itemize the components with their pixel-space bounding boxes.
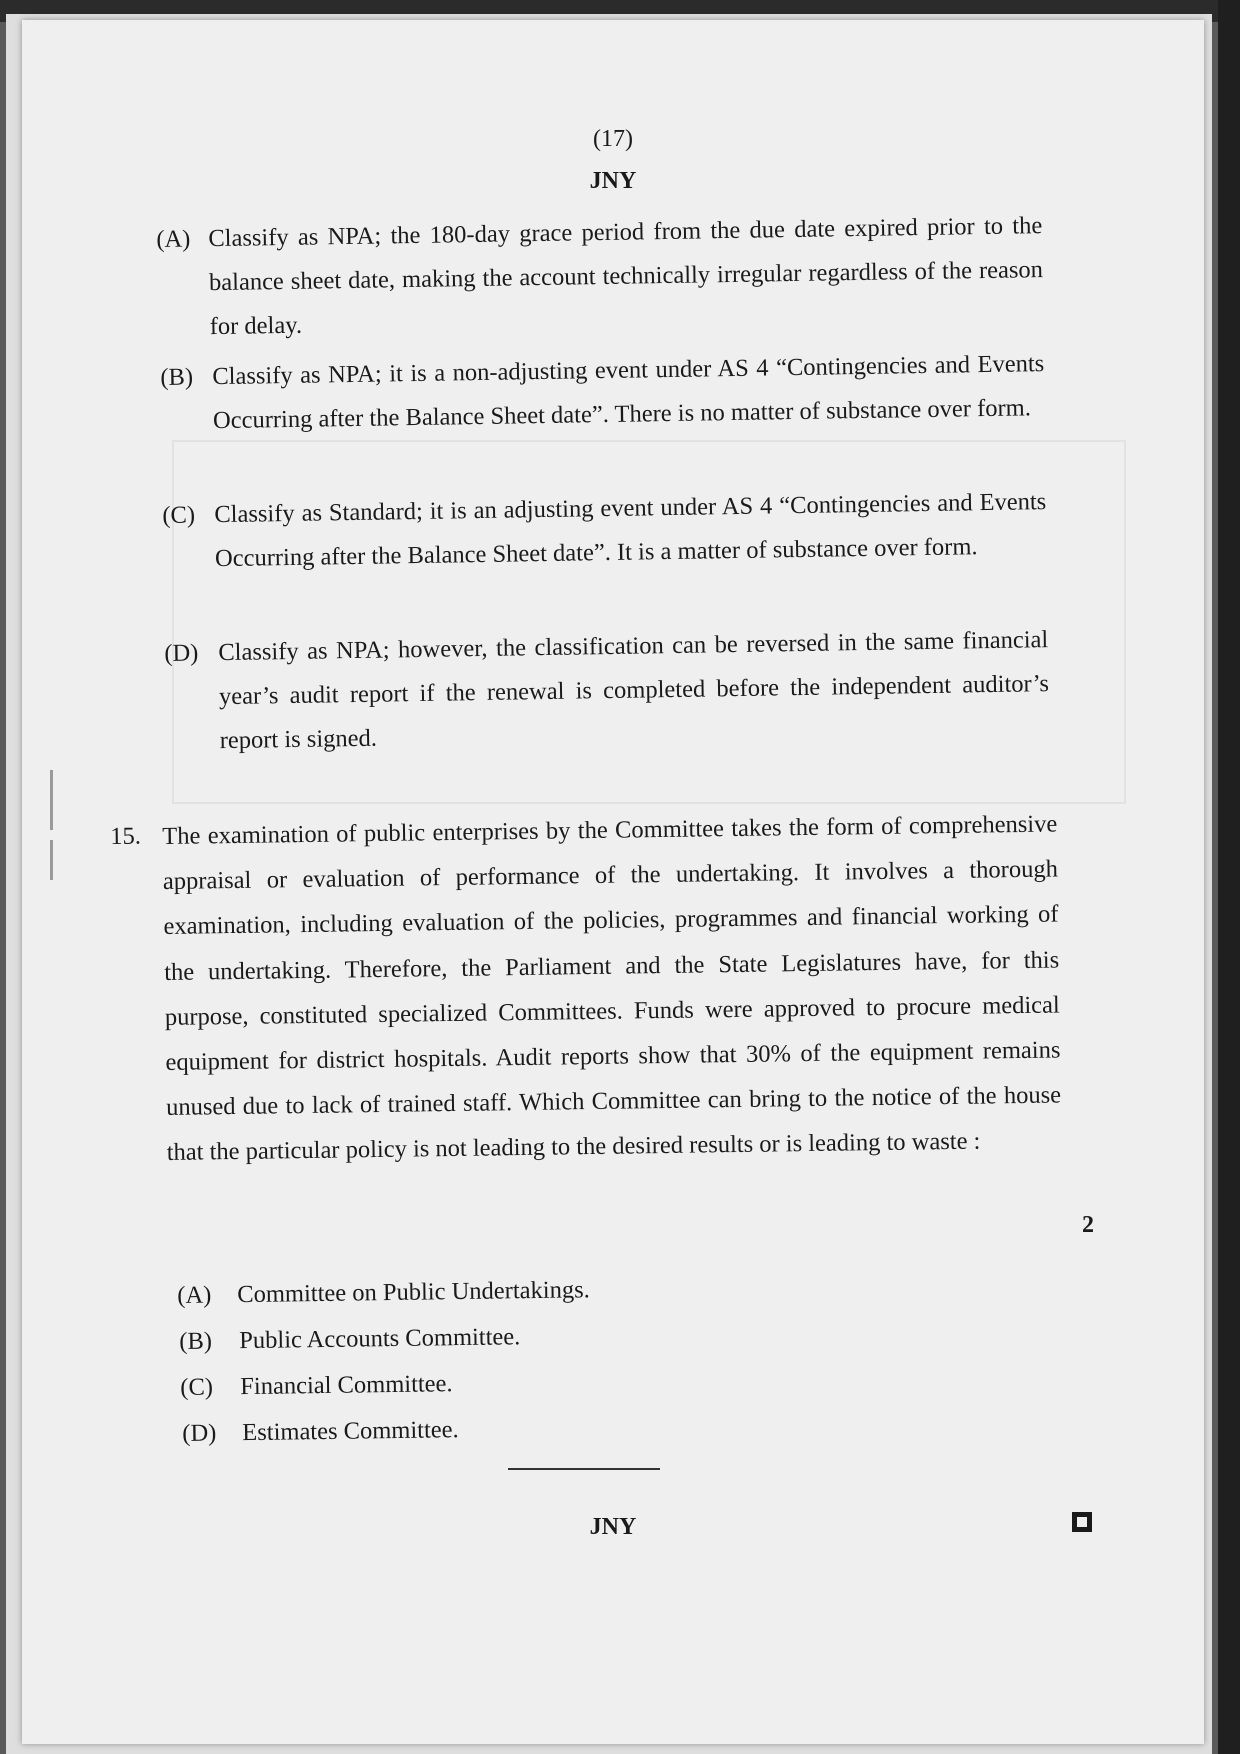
- option-label: (A): [177, 1281, 212, 1309]
- question-marks: 2: [1082, 1212, 1094, 1238]
- page-number: (17): [593, 126, 633, 152]
- scan-mark: [50, 840, 53, 880]
- option-text: Estimates Committee.: [242, 1416, 459, 1447]
- scan-mark: [50, 770, 53, 830]
- option-label: (D): [182, 1419, 217, 1447]
- square-marker-icon: [1072, 1512, 1092, 1532]
- option-text: Classify as NPA; however, the classification can be reversed in the same financial year’s audit report if the renewal is completed before the independent auditor’s report is signed.: [218, 626, 1050, 755]
- end-of-paper-rule: [508, 1468, 660, 1470]
- option-label: (B): [179, 1327, 213, 1355]
- question-stem: The examination of public enterprises by the Committee takes the form of comprehensive appraisal or evaluation of performance of the undertaking. It involves a thorough examination, including evaluation of the policies, programmes and financial working of the undertaking. Therefore, the Parliament and the State Legislatures have, for this purpose, constituted specialized Committees. Funds were approved to procure medical equipment for district hospitals. Audit reports show that 30% of the equipment remains unused due to lack of trained staff. Which Committee can bring to the notice of the house that the particular policy is not leading to the desired results or is leading to waste :: [162, 810, 1062, 1167]
- option-text: Classify as NPA; the 180-day grace period from the due date expired prior to the balance sheet date, making the account technically irregular regardless of the reason for delay.: [208, 212, 1044, 341]
- option-text: Classify as Standard; it is an adjusting event under AS 4 “Contingencies and Events Occurring after the Balance Sheet date”. It is a matter of substance over form.: [214, 488, 1047, 573]
- option-label: (A): [156, 225, 191, 253]
- option-label: (C): [162, 501, 196, 529]
- question-option-a: [177, 1266, 777, 1309]
- exam-page: [22, 20, 1204, 1744]
- option-label: (D): [164, 639, 199, 667]
- option-text: Classify as NPA; it is a non-adjusting event under AS 4 “Contingencies and Events Occurring after the Balance Sheet date”. There is no matter of substance over form.: [212, 350, 1045, 435]
- option-text: Public Accounts Committee.: [239, 1323, 521, 1355]
- paper-code-footer: JNY: [589, 1514, 637, 1540]
- question-number: 15.: [110, 822, 142, 850]
- option-text: Committee on Public Undertakings.: [237, 1276, 590, 1309]
- option-label: (C): [180, 1373, 214, 1401]
- option-text: Financial Committee.: [240, 1370, 453, 1401]
- scan-right-edge: [1218, 0, 1240, 1754]
- option-label: (B): [160, 363, 194, 391]
- paper-code-header: JNY: [589, 168, 637, 194]
- prev-option-a: [156, 204, 1044, 341]
